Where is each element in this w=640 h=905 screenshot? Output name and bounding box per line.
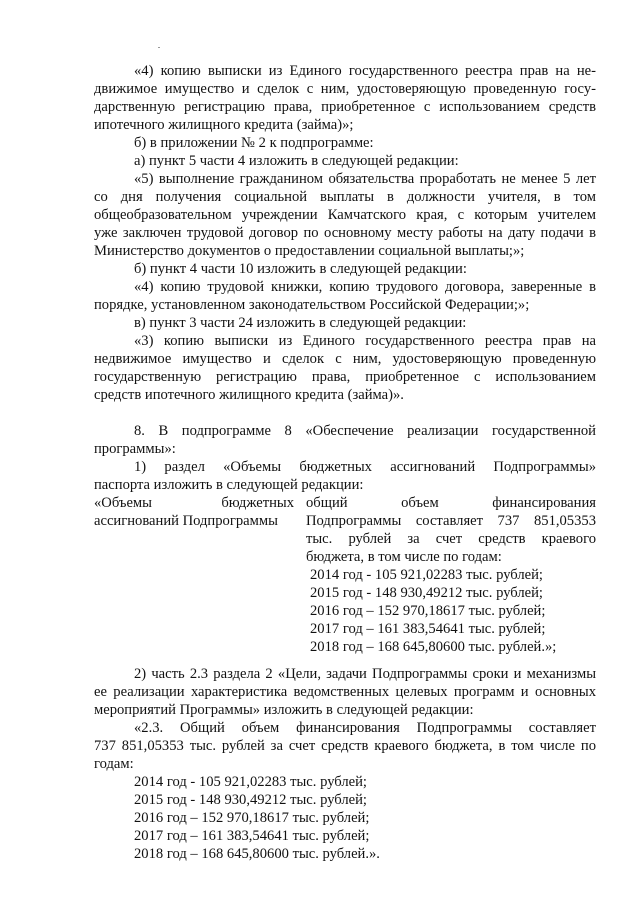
text-line: 737 851,05353 тыс. рублей за счет средств краевого бюджета, в том числе по xyxy=(94,738,596,754)
text-line: «5) выполнение гражданином обязательства проработать не менее 5 лет xyxy=(134,171,596,187)
text-line: а) пункт 5 части 4 изложить в следующей редакции: xyxy=(134,153,459,169)
text-line: программы»: xyxy=(94,441,176,457)
text-line: «4) копию выписки из Единого государственного реестра прав на не- xyxy=(134,63,596,79)
text-line: 2) часть 2.3 раздела 2 «Цели, задачи Подпрограммы сроки и механизмы xyxy=(134,666,596,682)
text-line: «3) копию выписки из Единого государственного реестра прав на xyxy=(134,333,596,349)
table-right-cell: тыс. рублей за счет средств краевого xyxy=(306,531,596,547)
table-right-cell: бюджета, в том числе по годам: xyxy=(306,549,502,565)
text-line: в) пункт 3 части 24 изложить в следующей редакции: xyxy=(134,315,467,331)
text-line: годам: xyxy=(94,756,134,772)
year-line: 2015 год - 148 930,49212 тыс. рублей; xyxy=(310,585,543,601)
year-line: 2017 год – 161 383,54641 тыс. рублей; xyxy=(134,828,370,844)
scan-speck xyxy=(158,47,160,48)
table-right-cell: общий объем финансирования xyxy=(306,495,596,511)
year-line: 2014 год - 105 921,02283 тыс. рублей; xyxy=(310,567,543,583)
year-line: 2016 год – 152 970,18617 тыс. рублей; xyxy=(310,603,546,619)
text-line: порядке, установленном законодательством Российской Федерации;»; xyxy=(94,297,530,313)
text-line: со дня получения социальной выплаты в должности учителя, в том xyxy=(94,189,596,205)
text-line: ее реализации характеристика ведомственных целевых программ и основных xyxy=(94,684,596,700)
year-line: 2018 год – 168 645,80600 тыс. рублей.». xyxy=(134,846,380,862)
text-line: государственную регистрацию права, приобретенное с использованием xyxy=(94,369,596,385)
text-line: общеобразовательном учреждении Камчатского края, с которым учителем xyxy=(94,207,596,223)
year-line: 2017 год – 161 383,54641 тыс. рублей; xyxy=(310,621,546,637)
text-line: паспорта изложить в следующей редакции: xyxy=(94,477,364,493)
text-line: б) пункт 4 части 10 изложить в следующей редакции: xyxy=(134,261,467,277)
text-line: движимое имущество и сделок с ним, удостоверяющую проведенную госу- xyxy=(94,81,596,97)
text-line: «2.3. Общий объем финансирования Подпрограммы составляет xyxy=(134,720,596,736)
text-line: «4) копию трудовой книжки, копию трудового договора, заверенные в xyxy=(134,279,596,295)
text-line: 1) раздел «Объемы бюджетных ассигнований Подпрограммы» xyxy=(134,459,596,475)
year-line: 2016 год – 152 970,18617 тыс. рублей; xyxy=(134,810,370,826)
table-right-cell: Подпрограммы составляет 737 851,05353 xyxy=(306,513,596,529)
year-line: 2014 год - 105 921,02283 тыс. рублей; xyxy=(134,774,367,790)
text-line: мероприятий Программы» изложить в следующей редакции: xyxy=(94,702,474,718)
text-line: недвижимое имущество и сделок с ним, удостоверяющую проведенную xyxy=(94,351,596,367)
text-line: средств ипотечного жилищного кредита (займа)». xyxy=(94,387,404,403)
text-line: дарственную регистрацию права, приобретенное с использованием средств xyxy=(94,99,596,115)
table-left-cell: ассигнований Подпрограммы xyxy=(94,513,278,529)
year-line: 2015 год - 148 930,49212 тыс. рублей; xyxy=(134,792,367,808)
text-line: ипотечного жилищного кредита (займа)»; xyxy=(94,117,354,133)
section-heading: 8. В подпрограмме 8 «Обеспечение реализации государственной xyxy=(134,423,596,439)
text-line: Министерство документов о предоставлении социальной выплаты;»; xyxy=(94,243,525,259)
text-line: б) в приложении № 2 к подпрограмме: xyxy=(134,135,374,151)
table-left-cell: «Объемы бюджетных xyxy=(94,495,294,511)
year-line: 2018 год – 168 645,80600 тыс. рублей.»; xyxy=(310,639,557,655)
text-line: уже заключен трудовой договор по основному месту работы на дату подачи в xyxy=(94,225,596,241)
